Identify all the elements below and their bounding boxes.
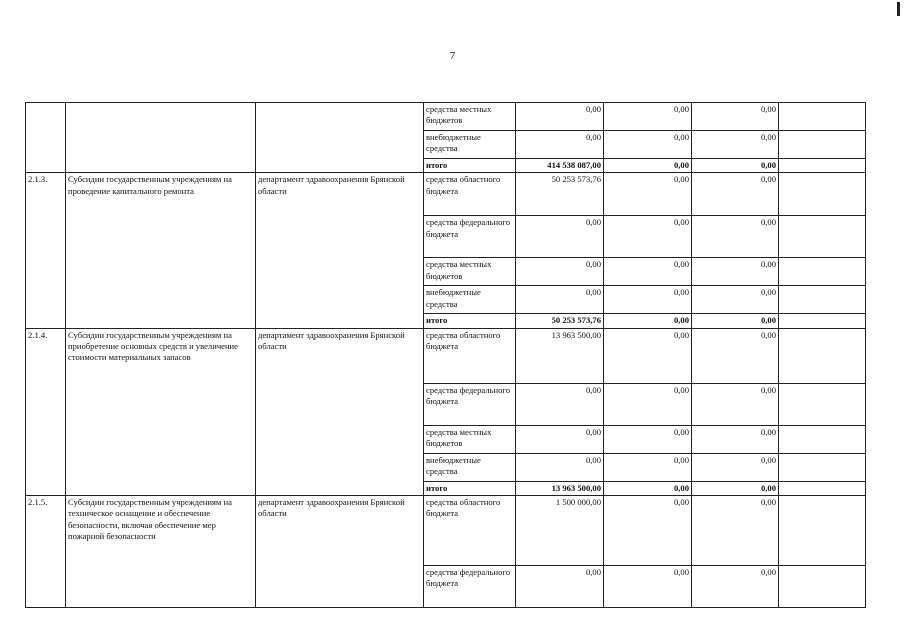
amount-cell: 0,00 [604, 383, 692, 425]
amount-cell: 0,00 [692, 258, 779, 286]
amount-cell: 0,00 [604, 425, 692, 453]
amount-cell: 50 253 573,76 [516, 173, 604, 216]
empty-cell [779, 173, 866, 216]
table-row [26, 103, 866, 131]
source-label: средства областного бюджета [424, 173, 516, 216]
total-amount: 414 538 087,00 [516, 159, 604, 173]
item-name: Субсидии государственным учреждениям на проведение капитального ремонта [66, 173, 256, 328]
item-executor: департамент здравоохранения Брянской области [256, 328, 424, 495]
amount-cell: 0,00 [516, 566, 604, 608]
total-amount: 50 253 573,76 [516, 314, 604, 328]
amount-cell: 0,00 [604, 453, 692, 481]
source-label: средства местных бюджетов [424, 258, 516, 286]
empty-cell [779, 453, 866, 481]
empty-cell [779, 159, 866, 173]
item-name: Субсидии государственным учреждениям на приобретение основных средств и увеличение стоимости материальных запасов [66, 328, 256, 495]
amount-cell: 0,00 [692, 383, 779, 425]
amount-cell: 1 500 000,00 [516, 496, 604, 566]
amount-cell: 0,00 [516, 383, 604, 425]
total-label: итого [424, 159, 516, 173]
empty-cell [779, 566, 866, 608]
source-label: средства федерального бюджета [424, 216, 516, 258]
amount-cell: 0,00 [516, 453, 604, 481]
item-code: 2.1.4. [26, 328, 66, 495]
empty-cell [779, 314, 866, 328]
amount-cell: 0,00 [516, 216, 604, 258]
amount-cell: 0,00 [604, 286, 692, 314]
empty-cell [779, 286, 866, 314]
amount-cell: 0,00 [604, 216, 692, 258]
amount-cell: 0,00 [604, 173, 692, 216]
amount-cell: 0,00 [516, 103, 604, 131]
name-cell [66, 103, 256, 173]
executor-cell [256, 103, 424, 173]
item-code: 2.1.5. [26, 496, 66, 608]
amount-cell: 0,00 [604, 328, 692, 383]
empty-cell [779, 425, 866, 453]
empty-cell [779, 103, 866, 131]
empty-cell [779, 216, 866, 258]
table-row [26, 328, 866, 383]
empty-cell [779, 496, 866, 566]
amount-cell: 0,00 [692, 286, 779, 314]
amount-cell: 0,00 [692, 481, 779, 495]
table-row [26, 496, 866, 566]
item-name: Субсидии государственным учреждениям на техническое оснащение и обеспечение безопасности, включая обеспечение мер пожарной безопасности [66, 496, 256, 608]
empty-cell [779, 383, 866, 425]
item-executor: департамент здравоохранения Брянской области [256, 496, 424, 608]
source-label: средства областного бюджета [424, 496, 516, 566]
empty-cell [779, 131, 866, 159]
source-label: средства федерального бюджета [424, 566, 516, 608]
source-label: средства местных бюджетов [424, 425, 516, 453]
source-label: внебюджетные средства [424, 453, 516, 481]
amount-cell: 0,00 [692, 425, 779, 453]
source-label: внебюджетные средства [424, 286, 516, 314]
source-label: средства областного бюджета [424, 328, 516, 383]
scan-edge-mark [897, 2, 900, 16]
amount-cell: 0,00 [692, 131, 779, 159]
amount-cell: 0,00 [692, 566, 779, 608]
page-number: 7 [449, 50, 456, 62]
total-label: итого [424, 481, 516, 495]
amount-cell: 0,00 [604, 496, 692, 566]
empty-cell [779, 328, 866, 383]
amount-cell: 0,00 [692, 159, 779, 173]
budget-table [25, 102, 866, 608]
amount-cell: 0,00 [604, 481, 692, 495]
source-label: средства местных бюджетов [424, 103, 516, 131]
source-label: внебюджетные средства [424, 131, 516, 159]
amount-cell: 0,00 [692, 216, 779, 258]
source-label: средства федерального бюджета [424, 383, 516, 425]
amount-cell: 0,00 [604, 314, 692, 328]
amount-cell: 0,00 [692, 173, 779, 216]
amount-cell: 0,00 [692, 328, 779, 383]
amount-cell: 0,00 [604, 258, 692, 286]
amount-cell: 13 963 500,00 [516, 328, 604, 383]
item-executor: департамент здравоохранения Брянской области [256, 173, 424, 328]
amount-cell: 0,00 [604, 103, 692, 131]
empty-cell [779, 481, 866, 495]
code-cell [26, 103, 66, 173]
amount-cell: 0,00 [516, 258, 604, 286]
amount-cell: 0,00 [516, 131, 604, 159]
amount-cell: 0,00 [516, 425, 604, 453]
amount-cell: 0,00 [604, 159, 692, 173]
amount-cell: 0,00 [692, 103, 779, 131]
amount-cell: 0,00 [604, 131, 692, 159]
empty-cell [779, 258, 866, 286]
amount-cell: 0,00 [692, 496, 779, 566]
total-amount: 13 963 500,00 [516, 481, 604, 495]
amount-cell: 0,00 [692, 453, 779, 481]
item-code: 2.1.3. [26, 173, 66, 328]
total-label: итого [424, 314, 516, 328]
amount-cell: 0,00 [516, 286, 604, 314]
amount-cell: 0,00 [604, 566, 692, 608]
amount-cell: 0,00 [692, 314, 779, 328]
table-row [26, 173, 866, 216]
